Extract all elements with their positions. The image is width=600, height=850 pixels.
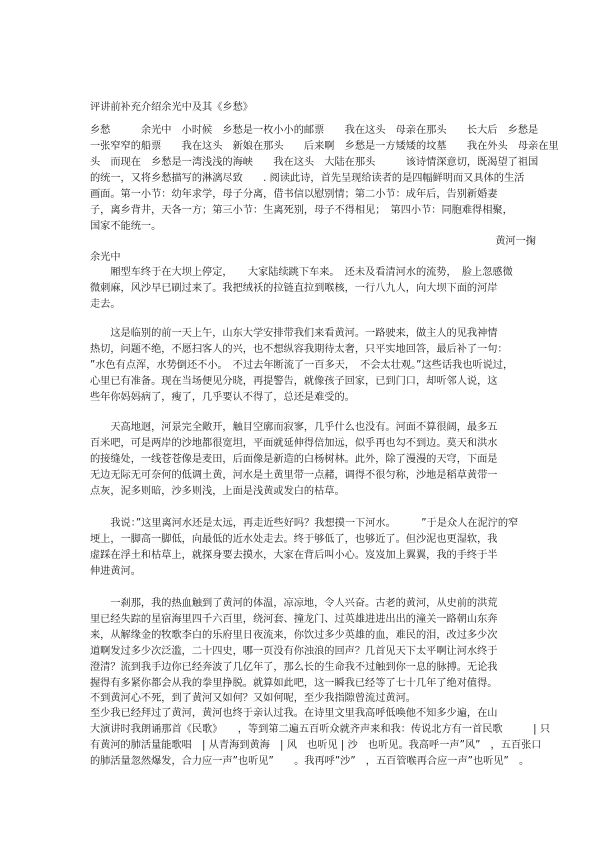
text-line: 至少我已经拜过了黄河，黄河也终于亲认过我。在诗里文里我高呼低唤他不知多少遍，在山 xyxy=(90,708,498,719)
text-line: 这是临别的前一天上午，山东大学安排带我们来看黄河。一路驶来，做主人的见我神情 xyxy=(90,328,498,339)
text-line: 一张窄窄的船票 我在这头 新娘在那头 后来啊 乡愁是一方矮矮的坟墓 我在外头 母亲在里 xyxy=(90,141,559,152)
text-line: 的肺活量忽然爆发，合力应一声”也听见” 。我再呼”沙” ，五百管喉再合应一声”也听见” 。 xyxy=(90,756,530,767)
text-line: 大演讲时我朗诵那首《民歌》 ，等到第二遍五百听众就齐声来和我：传说北方有一首民歌 | 只 xyxy=(90,724,551,735)
text-line: 里已经失踪的星宿海里四千六百里，绕河套、撞龙门、过英雄进进出出的潼关一路朝山东奔 xyxy=(90,614,498,625)
text-line: ”水色有点浑，水势倒还不小。 不过去年断流了一百多天， 不会太壮观。”这些话我也听说过， xyxy=(90,360,514,371)
text-line: 热切，问题不绝，不愿扫客人的兴，也不想纵容我期待太奢，只平实地回答，最后补了一句： xyxy=(90,344,508,355)
text-line: 不到黄河心不死，到了黄河又如何？又如何呢，至少我指隙曾流过黄河。 xyxy=(90,693,416,704)
text-line: 一刹那，我的热血触到了黄河的体温，凉凉地，令人兴奋。古老的黄河，从史前的洪荒 xyxy=(90,598,498,609)
essay-title: 黄河一掬 xyxy=(495,236,536,247)
text-line: 握得有多紧你都会从我的拳里挣脱。就算如此吧，这一瞬我已经等了七十几年了绝对值得。 xyxy=(90,678,498,689)
text-line: 来，从解缘金的牧歌李白的乐府里日夜流来，你饮过多少英雄的血，难民的泪，改过多少次 xyxy=(90,630,498,641)
text-line: 虚踩在浮土和枯草上，就探身要去摸水，大家在背后叫小心。岌岌加上翼翼，我的手终于半 xyxy=(90,550,498,561)
text-line: 微刺麻，风沙早已刷过来了。我把绒袄的拉链直拉到喉核，一行八九人，向大坝下面的河岸 xyxy=(90,283,498,294)
text-line: 子，离乡背井，天各一方；第三小节：生离死别，母子不得相见； 第四小节：同胞难得相聚， xyxy=(90,205,513,216)
text-line: 些年你妈妈病了，瘦了，几乎要认不得了，总还是难受的。 xyxy=(90,392,355,403)
text-line: 澄清？流到我手边你已经奔波了几亿年了，那么长的生命我不过触到你一息的脉搏。无论我 xyxy=(90,662,498,673)
text-line: 伸进黄河。 xyxy=(90,566,141,577)
text-line: 的接缝处，一线苍苍像是麦田，后面像是新造的白杨树林。此外，除了漫漫的天穹，下面是 xyxy=(90,454,498,465)
text-line: 点灰，泥多则暗，沙多则浅，上面是浅黄或发白的枯草。 xyxy=(90,486,345,497)
text-line: 天高地迥，河景完全敞开，触目空廓而寂寥，几乎什么也没有。河面不算很阔，最多五 xyxy=(90,422,498,433)
text-line: 厢型车终于在大坝上停定， 大家陆续跳下车来。 还未及看清河水的流势， 脸上忽感微 xyxy=(90,267,513,278)
intro-heading: 评讲前补充介绍余光中及其《乡愁》 xyxy=(90,102,253,113)
text-line: 有黄河的肺活量能歌唱 | 从青海到黄海 | 风 也听见 | 沙 也听见。我高呼一声”风” ，五百张口 xyxy=(90,740,542,751)
text-line: 百米吧，可是两岸的沙地都很宽坦，平面就延伸得倍加远，似乎再也勾不到边。莫天和洪水 xyxy=(90,438,498,449)
text-line: 头 而现在 乡愁是一湾浅浅的海峡 我在这头 大陆在那头 该诗情深意切，既渴望了祖国 xyxy=(90,157,539,168)
text-line: 乡愁 余光中 小时候 乡愁是一枚小小的邮票 我在这头 母亲在那头 长大后 乡愁是 xyxy=(90,125,539,136)
essay-author: 余光中 xyxy=(90,252,121,263)
text-line: 画面。第一小节：幼年求学，母子分离，借书信以慰别情；第二小节：成年后，告别新婚妻 xyxy=(90,189,498,200)
text-line: 道啊发过多少次泛滥，二十四史，哪一页没有你浊浪的回声？几首见天下太平啊让河水终于 xyxy=(90,646,498,657)
text-line: 心里已有准备。现在当场便见分晓，再提警告，就像孩子回家，已到门口，却听邻人说，这 xyxy=(90,376,498,387)
text-line: 我说：”这里离河水还是太远，再走近些好吗？我想摸一下河水。 ”于是众人在泥泞的窄 xyxy=(90,518,519,529)
text-line: 走去。 xyxy=(90,299,121,310)
text-line: 埂上，一脚高一脚低，向最低的近水处走去。终于够低了，也够近了。但沙泥也更湿软，我 xyxy=(90,534,498,545)
text-line: 的统一，又将乡愁描写的淋漓尽致 . 阅读此诗，首先呈现给读者的是四幅鲜明而又具体的生活 xyxy=(90,173,525,184)
text-line: 国家不能统一。 xyxy=(90,221,162,232)
text-line: 无边无际无可奈何的低调土黄，河水是土黄里带一点赭，调得不很匀称，沙地是稻草黄带一 xyxy=(90,470,498,481)
